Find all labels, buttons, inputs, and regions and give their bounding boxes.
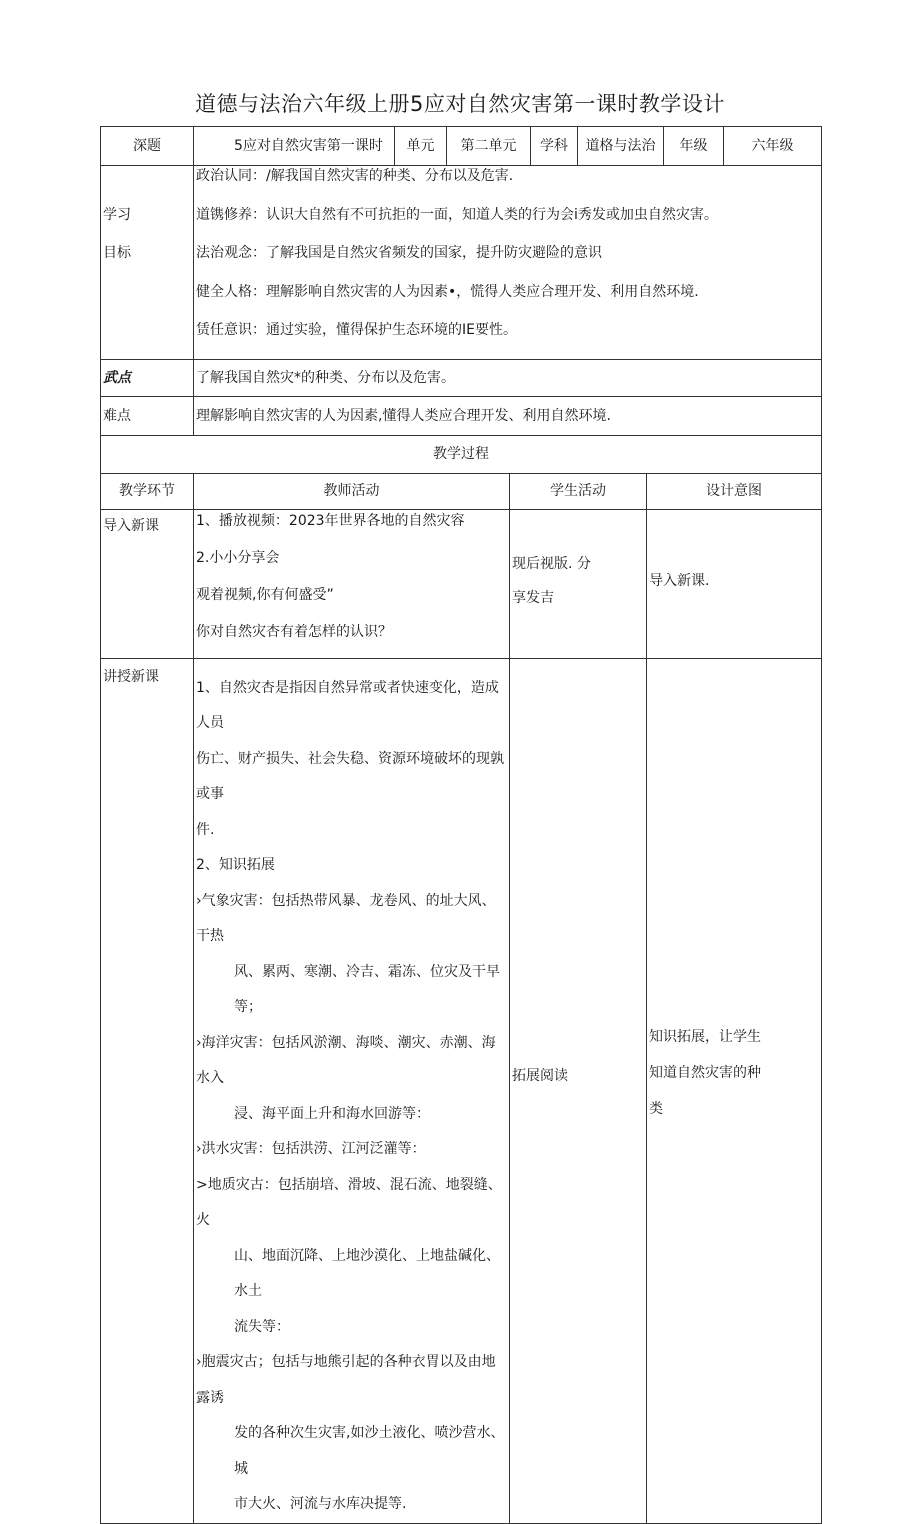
stage-cell: 导入新课 [101, 509, 194, 658]
process-columns-row [101, 473, 822, 509]
student-activity-cell [510, 509, 647, 658]
difficulty-text: 理解影响自然灾害的人为因素,懂得人类应合理开发、利用自然环境. [194, 396, 822, 435]
teacher-line: >地质灾古：包括崩培、滑坡、混石流、地裂缝、火 [196, 1176, 502, 1229]
unit-value: 第二单元 [447, 127, 531, 166]
teacher-line: 发的各种次生灾害,如沙土液化、喷沙营水、城 [234, 1425, 505, 1477]
unit-label: 单元 [395, 127, 447, 166]
teacher-line: 浸、海平面上升和海水回游等： [234, 1105, 430, 1122]
subject-value: 道格与法治 [578, 127, 664, 166]
teacher-line: 伤亡、财产损失、社会失稳、资源环境破坏的现孰或事 [196, 750, 504, 803]
grade-value: 六年级 [724, 127, 822, 166]
design-intent-cell: 导入新课. [647, 509, 822, 658]
teacher-line: ›气象灾害：包括热带风暴、龙卷风、的址大风、干热 [196, 892, 496, 945]
teacher-line: 风、累两、寒潮、冷吉、霜冻、位灾及干早等； [234, 963, 500, 1016]
teacher-activity-cell [194, 509, 510, 658]
teacher-line: ›海洋灾害：包括风淤潮、海啖、潮灾、赤潮、海水入 [196, 1034, 496, 1087]
process-heading-row [101, 435, 822, 473]
teacher-line: 市大火、河流与水库决提等. [234, 1496, 407, 1513]
goal-item: 赁任意识：通过实验，懂得保护生态环境的IE要性。 [196, 322, 517, 339]
difficulty-label: 难点 [101, 396, 194, 435]
student-line: 享发吉 [512, 589, 555, 606]
header-row [101, 127, 822, 166]
teacher-line: 2.小小分享会 [196, 549, 280, 566]
topic-value: 5应对自然灾害第一课时 [194, 127, 395, 166]
teacher-line: 1、自然灾杏是指因自然异常或者快速变化，造成人员 [196, 679, 499, 732]
teacher-line: 件. [196, 821, 215, 838]
goal-item: 健全人格：理解影响自然灾害的人为因素•，慌得人类应合理开发、利用自然环境. [196, 283, 699, 300]
goals-label [101, 166, 194, 360]
teacher-line: 你对自然灾杏有着怎样的认识？ [196, 623, 392, 640]
teacher-line: 2、知识拓展 [196, 857, 275, 874]
grade-label: 年级 [664, 127, 724, 166]
design-intent-cell [647, 658, 822, 1523]
key-point-label: 武点 [101, 359, 194, 396]
teacher-line: ›洪水灾害：包括洪涝、江河泛灌等： [196, 1141, 426, 1158]
goals-label-line2: 目标 [103, 245, 131, 261]
teacher-line: 流失等： [234, 1318, 290, 1335]
goals-label-line1: 学习 [103, 207, 131, 223]
goals-row [101, 166, 822, 360]
key-point-row [101, 359, 822, 396]
key-point-text: 了解我国自然灾*的种类、分布以及危害。 [194, 359, 822, 396]
goal-item: 法治观念：了解我国是自然灾省频发的国家，提升防灾避险的意识 [196, 245, 602, 262]
teacher-line: 1、播放视频：2023年世界各地的自然灾容 [196, 512, 465, 529]
teacher-line: 山、地面沉降、上地沙漠化、上地盐碱化、水土 [234, 1247, 500, 1300]
goals-list [194, 166, 822, 360]
column-header-intent: 设计意图 [647, 473, 822, 509]
teacher-activity-cell [194, 658, 510, 1523]
stage-cell: 讲授新课 [101, 658, 194, 1523]
process-row [101, 658, 822, 1523]
student-activity-cell: 拓展阅读 [510, 658, 647, 1523]
column-header-teacher: 教师活动 [194, 473, 510, 509]
goal-item: 道镌修养：认识大自然有不可抗拒的一面，知道人类的行为会i秀发或加虫自然灾害。 [196, 206, 718, 223]
topic-label: 深题 [101, 127, 194, 166]
teacher-line: 观着视频,你有何盛受” [196, 586, 334, 603]
difficulty-row [101, 396, 822, 435]
process-row [101, 509, 822, 658]
intent-line: 知识拓展，让学生 [649, 1028, 762, 1045]
column-header-stage: 教学环节 [101, 473, 194, 509]
lesson-plan-table [100, 126, 822, 1524]
intent-line: 类 [649, 1100, 664, 1117]
goal-item: 政治认同：/解我国自然灾害的种类、分布以及危害. [196, 168, 514, 184]
student-line: 现后视版. 分 [512, 555, 591, 572]
teacher-line: ›胞震灾古；包括与地熊引起的各种衣胃以及由地露诱 [196, 1354, 496, 1406]
page-title: 道德与法治六年级上册5应对自然灾害第一课时教学设计 [195, 92, 725, 116]
process-heading: 教学过程 [101, 435, 822, 473]
intent-line: 知道自然灾害的种 [649, 1064, 762, 1081]
subject-label: 学科 [531, 127, 578, 166]
column-header-student: 学生活动 [510, 473, 647, 509]
